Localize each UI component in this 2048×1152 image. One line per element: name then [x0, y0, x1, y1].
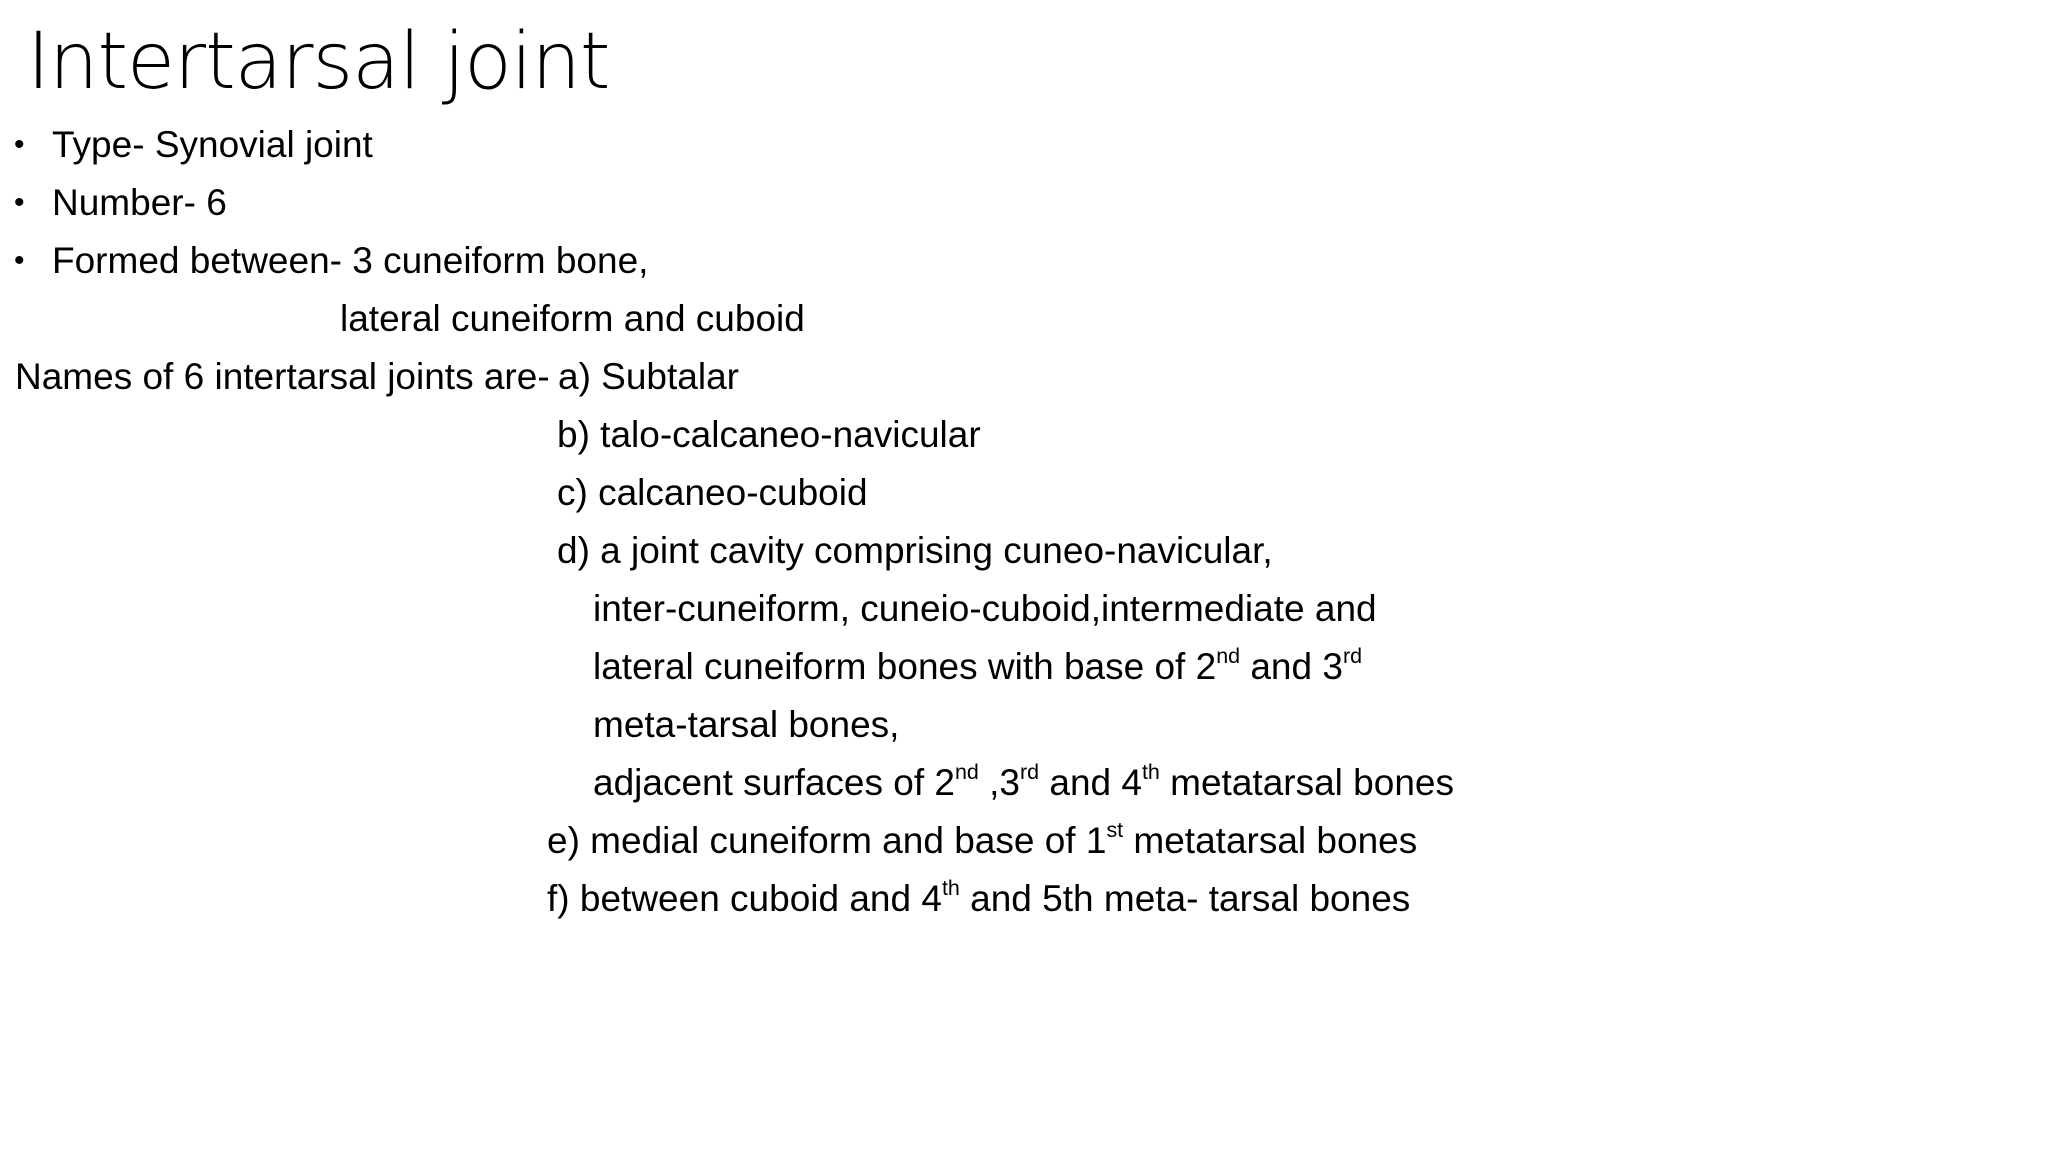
joint-d-line-4: meta-tarsal bones, — [593, 704, 900, 745]
joint-names-label: Names of 6 intertarsal joints are- — [15, 356, 550, 397]
joint-d-line-3: lateral cuneiform bones with base of 2nd and 3rd — [593, 643, 1363, 687]
joint-c: c) calcaneo-cuboid — [557, 472, 868, 513]
bullet-dot-icon: • — [14, 128, 25, 161]
joint-a: a) Subtalar — [558, 356, 739, 397]
bullet-dot-icon: • — [14, 186, 25, 219]
joint-f: f) between cuboid and 4th and 5th meta- tarsal bones — [547, 875, 1411, 919]
joint-d-line-5: adjacent surfaces of 2nd ,3rd and 4th metatarsal bones — [593, 759, 1454, 803]
formed-between-continuation: lateral cuneiform and cuboid — [340, 298, 805, 339]
joint-d-line-2: inter-cuneiform, cuneio-cuboid,intermediate and — [593, 588, 1377, 629]
bullet-formed-between: Formed between- 3 cuneiform bone, — [52, 240, 649, 281]
slide-title: Intertarsal joint — [27, 17, 610, 107]
joint-e: e) medial cuneiform and base of 1st metatarsal bones — [547, 817, 1418, 861]
joint-d-line-1: d) a joint cavity comprising cuneo-navicular, — [557, 530, 1273, 571]
bullet-number: Number- 6 — [52, 182, 227, 223]
joint-b: b) talo-calcaneo-navicular — [557, 414, 981, 455]
bullet-dot-icon: • — [14, 244, 25, 277]
bullet-type: Type- Synovial joint — [52, 124, 373, 165]
